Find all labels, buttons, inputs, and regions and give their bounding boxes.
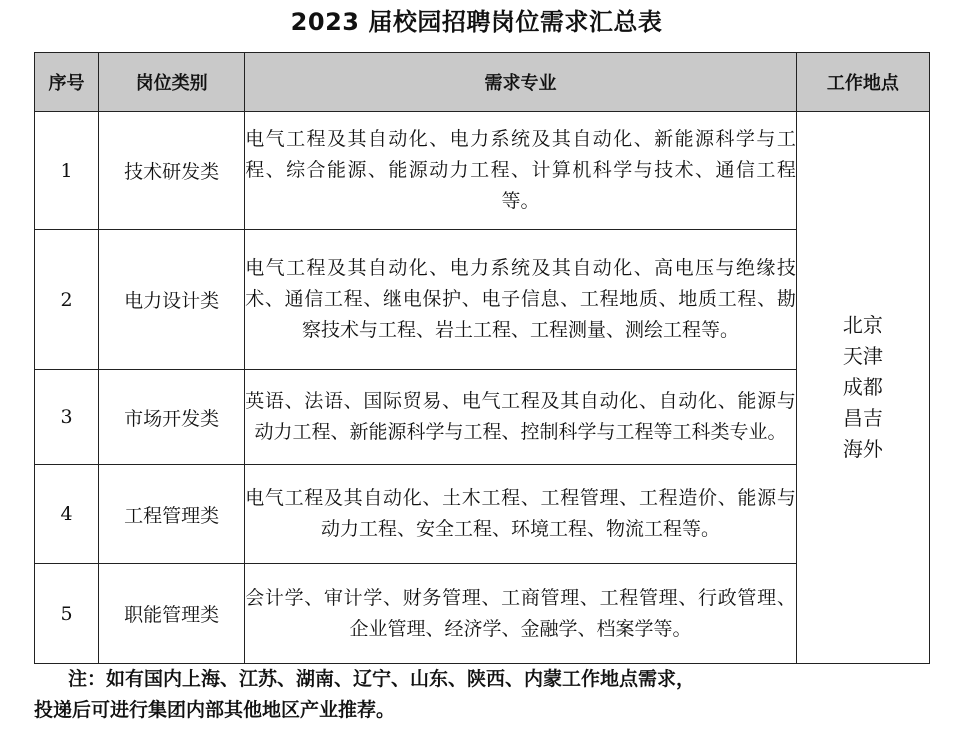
header-majors: 需求专业 <box>245 53 797 112</box>
table-body <box>35 112 930 664</box>
location-item: 天津 <box>842 344 883 368</box>
table-row <box>35 112 930 230</box>
row-index: 3 <box>35 370 99 465</box>
location-list <box>843 310 883 465</box>
location-item: 昌吉 <box>842 406 883 430</box>
row-majors: 电气工程及其自动化、电力系统及其自动化、新能源科学与工程、综合能源、能源动力工程、计算机科学与技术、通信工程等。 <box>245 112 797 230</box>
row-index: 5 <box>35 564 99 664</box>
table-row <box>35 230 930 370</box>
row-category: 工程管理类 <box>99 465 245 564</box>
row-category: 职能管理类 <box>99 564 245 664</box>
row-category: 电力设计类 <box>99 230 245 370</box>
header-row <box>35 53 930 112</box>
row-majors: 英语、法语、国际贸易、电气工程及其自动化、自动化、能源与动力工程、新能源科学与工程、控制科学与工程等工科类专业。 <box>245 370 797 465</box>
table-row <box>35 465 930 564</box>
footnote-line: 投递后可进行集团内部其他地区产业推荐。 <box>34 699 396 721</box>
location-cell <box>796 112 929 664</box>
location-item: 北京 <box>842 313 883 337</box>
row-majors: 会计学、审计学、财务管理、工商管理、工程管理、行政管理、企业管理、经济学、金融学、档案学等。 <box>245 564 797 664</box>
row-majors: 电气工程及其自动化、土木工程、工程管理、工程造价、能源与动力工程、安全工程、环境工程、物流工程等。 <box>245 465 797 564</box>
row-index: 4 <box>35 465 99 564</box>
row-majors: 电气工程及其自动化、电力系统及其自动化、高电压与绝缘技术、通信工程、继电保护、电子信息、工程地质、地质工程、勘察技术与工程、岩土工程、工程测量、测绘工程等。 <box>245 230 797 370</box>
table-row <box>35 370 930 465</box>
location-item: 海外 <box>842 437 883 461</box>
table-header <box>35 53 930 112</box>
row-index: 2 <box>35 230 99 370</box>
job-demand-table <box>34 52 930 664</box>
location-item: 成都 <box>842 375 883 399</box>
header-category: 岗位类别 <box>99 53 245 112</box>
header-location: 工作地点 <box>796 53 929 112</box>
header-index: 序号 <box>35 53 99 112</box>
footnote <box>34 664 924 726</box>
page-title: 2023 届校园招聘岗位需求汇总表 <box>290 8 663 36</box>
table-row <box>35 564 930 664</box>
row-category: 市场开发类 <box>99 370 245 465</box>
row-category: 技术研发类 <box>99 112 245 230</box>
footnote-line: 注：如有国内上海、江苏、湖南、辽宁、山东、陕西、内蒙工作地点需求， <box>68 668 696 690</box>
row-index: 1 <box>35 112 99 230</box>
